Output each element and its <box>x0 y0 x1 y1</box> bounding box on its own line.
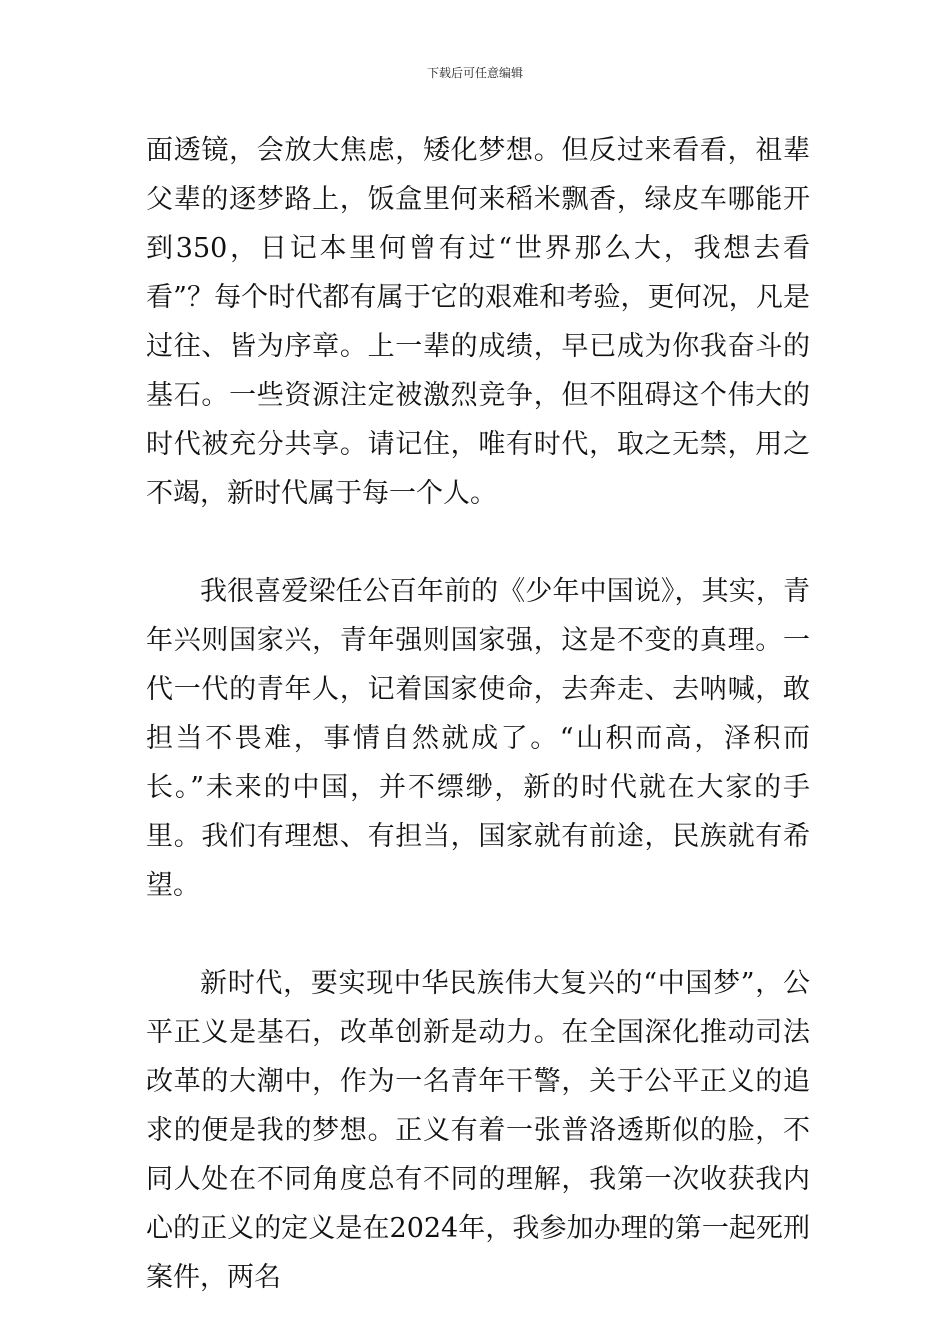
page-header: 下载后可任意编辑 <box>426 66 523 80</box>
document-body <box>146 126 810 1302</box>
paragraph-1: 面透镜，会放大焦虑，矮化梦想。但反过来看看，祖辈父辈的逐梦路上，饭盒里何来稻米飘香，绿皮车哪能开到350，日记本里何曾有过“世界那么大，我想去看看”？每个时代都有属于它的艰难和考验，更何况，凡是过往、皆为序章。上一辈的成绩，早已成为你我奋斗的基石。一些资源注定被激烈竞争，但不阻碍这个伟大的时代被充分共享。请记住，唯有时代，取之无禁，用之不竭，新时代属于每一个人。 <box>146 135 810 509</box>
paragraph-spacer <box>146 518 810 567</box>
paragraph-spacer <box>146 910 810 959</box>
paragraph-3: 新时代，要实现中华民族伟大复兴的“中国梦”，公平正义是基石，改革创新是动力。在全国深化推动司法改革的大潮中，作为一名青年干警，关于公平正义的追求的便是我的梦想。正义有着一张普洛透斯似的脸，不同人处在不同角度总有不同的理解，我第一次收获我内心的正义的定义是在2024年，我参加办理的第一起死刑案件，两名 <box>146 968 810 1293</box>
paragraph-2: 我很喜爱梁任公百年前的《少年中国说》，其实，青年兴则国家兴，青年强则国家强，这是不变的真理。一代一代的青年人，记着国家使命，去奔走、去呐喊，敢担当不畏难，事情自然就成了。“山积而高，泽积而长。”未来的中国，并不缥缈，新的时代就在大家的手里。我们有理想、有担当，国家就有前途，民族就有希望。 <box>146 576 810 901</box>
